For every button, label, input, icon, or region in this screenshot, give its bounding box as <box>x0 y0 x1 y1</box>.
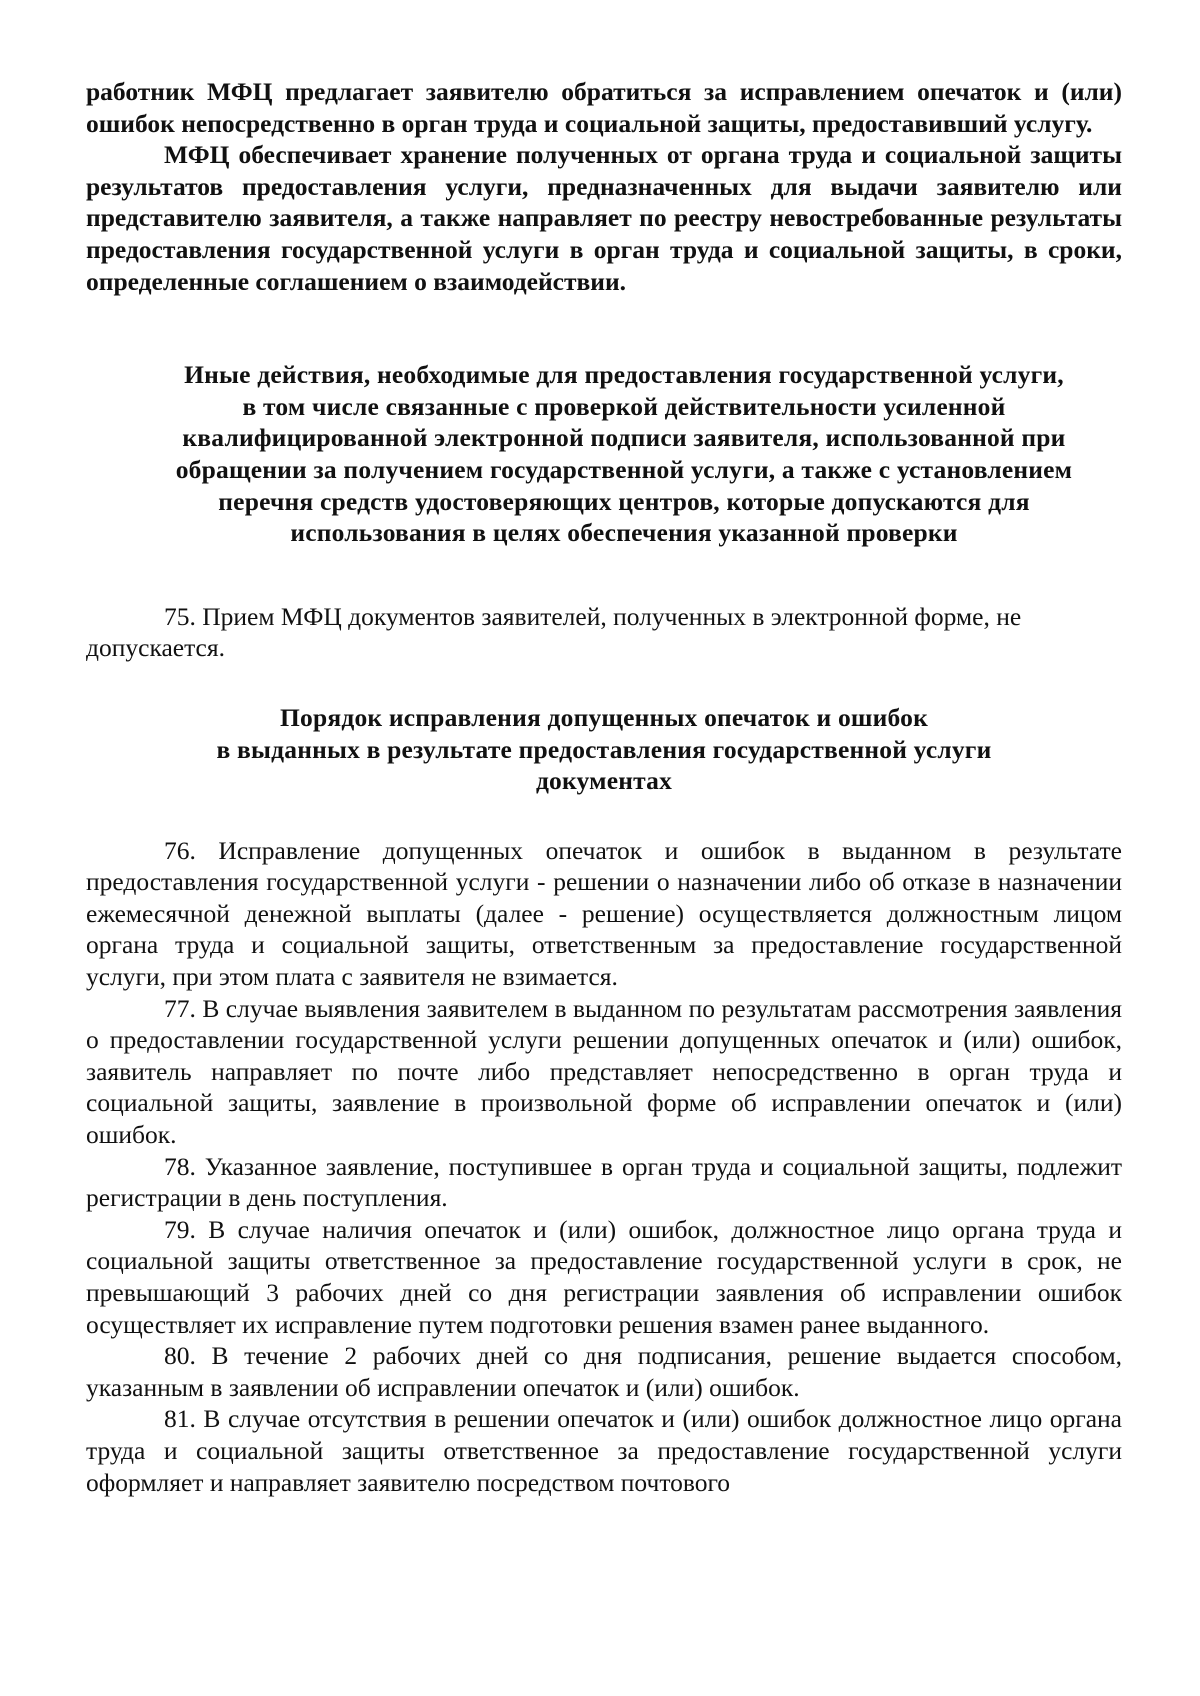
heading-line: использования в целях обеспечения указанной проверки <box>290 518 958 548</box>
section-heading-other-actions <box>86 359 1122 549</box>
heading-line: обращении за получением государственной услуги, а также с установлением <box>175 454 1073 484</box>
heading-line: Иные действия, необходимые для предоставления государственной услуги, <box>184 360 1064 390</box>
paragraph-76: 76. Исправление допущенных опечаток и ошибок в выданном в результате предоставления государственной услуги - решении о назначении либо об отказе в назначении ежемесячной денежной выплаты (далее - решение) осуществляется должностным лицом органа труда и социальной защиты, ответственным за предоставление государственной услуги, при этом плата с заявителя не взимается. <box>86 835 1122 992</box>
heading-line: квалифицированной электронной подписи заявителя, использованной при <box>182 423 1066 453</box>
mfc-storage-paragraph: МФЦ обеспечивает хранение полученных от органа труда и социальной защиты результатов предоставления услуги, предназначенных для выдачи заявителю или представителю заявителя, а также направляет по реестру невостребованные результаты предоставления государственной услуги в орган труда и социальной защиты, в сроки, определенные соглашением о взаимодействии. <box>86 140 1122 296</box>
section-heading-correction <box>86 702 1122 797</box>
paragraph-79: 79. В случае наличия опечаток и (или) ошибок, должностное лицо органа труда и социальной защиты ответственное за предоставление государственной услуги в срок, не превышающий 3 рабочих дней со дня регистрации заявления об исправлении ошибок осуществляет их исправление путем подготовки решения взамен ранее выданного. <box>86 1214 1122 1339</box>
heading-line: документах <box>535 766 673 796</box>
intro-paragraph: работник МФЦ предлагает заявителю обратиться за исправлением опечаток и (или) ошибок непосредственно в орган труда и социальной защиты, предоставивший услугу. <box>86 77 1122 138</box>
heading-line: Порядок исправления допущенных опечаток и ошибок <box>280 702 928 732</box>
paragraph-81: 81. В случае отсутствия в решении опечаток и (или) ошибок должностное лицо органа труда и социальной защиты ответственное за предоставление государственной услуги оформляет и направляет заявителю посредством почтового <box>86 1404 1122 1497</box>
heading-line: в том числе связанные с проверкой действительности усиленной <box>242 391 1006 421</box>
paragraph-80: 80. В течение 2 рабочих дней со дня подписания, решение выдается способом, указанным в заявлении об исправлении опечаток и (или) ошибок. <box>86 1341 1122 1402</box>
heading-line: перечня средств удостоверяющих центров, которые допускаются для <box>218 486 1030 516</box>
paragraph-77: 77. В случае выявления заявителем в выданном по результатам рассмотрения заявления о предоставлении государственной услуги решении допущенных опечаток и (или) ошибок, заявитель направляет по почте либо представляет непосредственно в орган труда и социальной защиты, заявление в произвольной форме об исправлении опечаток и (или) ошибок. <box>86 993 1122 1150</box>
paragraph-75: 75. Прием МФЦ документов заявителей, полученных в электронной форме, не допускается. <box>86 601 1022 663</box>
heading-line: в выданных в результате предоставления государственной услуги <box>216 734 992 764</box>
paragraph-78: 78. Указанное заявление, поступившее в орган труда и социальной защиты, подлежит регистрации в день поступления. <box>86 1151 1122 1213</box>
